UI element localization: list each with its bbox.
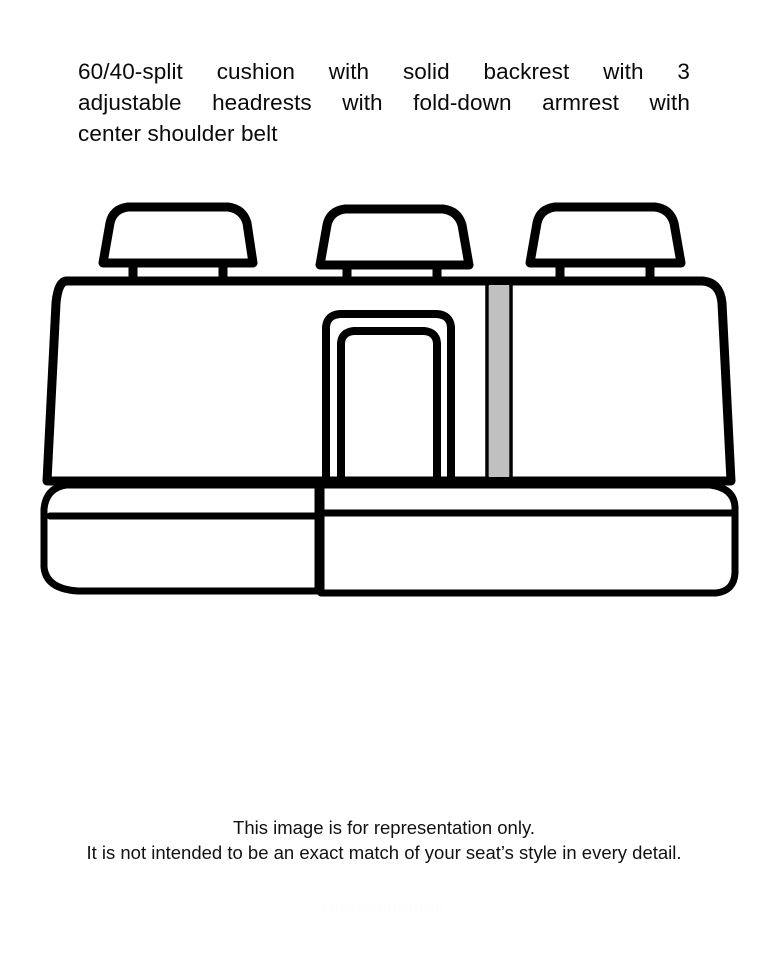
shoulder-belt-webbing [489, 285, 509, 477]
seat-outline-group [44, 207, 735, 593]
description-word: cushion [216, 59, 295, 84]
headrest-left [103, 207, 253, 263]
description-line-1 [78, 56, 690, 87]
description-word: fold-down [413, 90, 512, 115]
description-word: 3 [677, 59, 690, 84]
seat-diagram-svg [0, 185, 768, 635]
description-word: adjustable [78, 90, 182, 115]
description-word: headrests [212, 90, 312, 115]
disclaimer-line-1: This image is for representation only. [233, 817, 535, 838]
seat-description [78, 56, 690, 149]
faint-watermark: representation [322, 898, 446, 917]
cushion-left-section [44, 485, 318, 591]
description-word: backrest [483, 59, 570, 84]
description-word: with [649, 90, 690, 115]
description-word: with [603, 59, 644, 84]
headrest-center [320, 209, 469, 265]
description-word: armrest [542, 90, 620, 115]
cushion-right-section [321, 485, 735, 593]
description-word: 60/40-split [78, 59, 183, 84]
description-line-2 [78, 87, 690, 118]
representation-disclaimer [0, 815, 768, 865]
cushion-split-divider [318, 485, 321, 593]
seat-diagram [0, 185, 768, 635]
center-shoulder-belt [487, 285, 511, 477]
disclaimer-line-2: It is not intended to be an exact match of your seat’s style in every detail. [86, 842, 682, 863]
description-word: with [328, 59, 370, 84]
description-word: solid [402, 59, 450, 84]
description-word: with [342, 90, 383, 115]
description-line-3: center shoulder belt [78, 121, 278, 146]
headrest-right [530, 207, 681, 263]
